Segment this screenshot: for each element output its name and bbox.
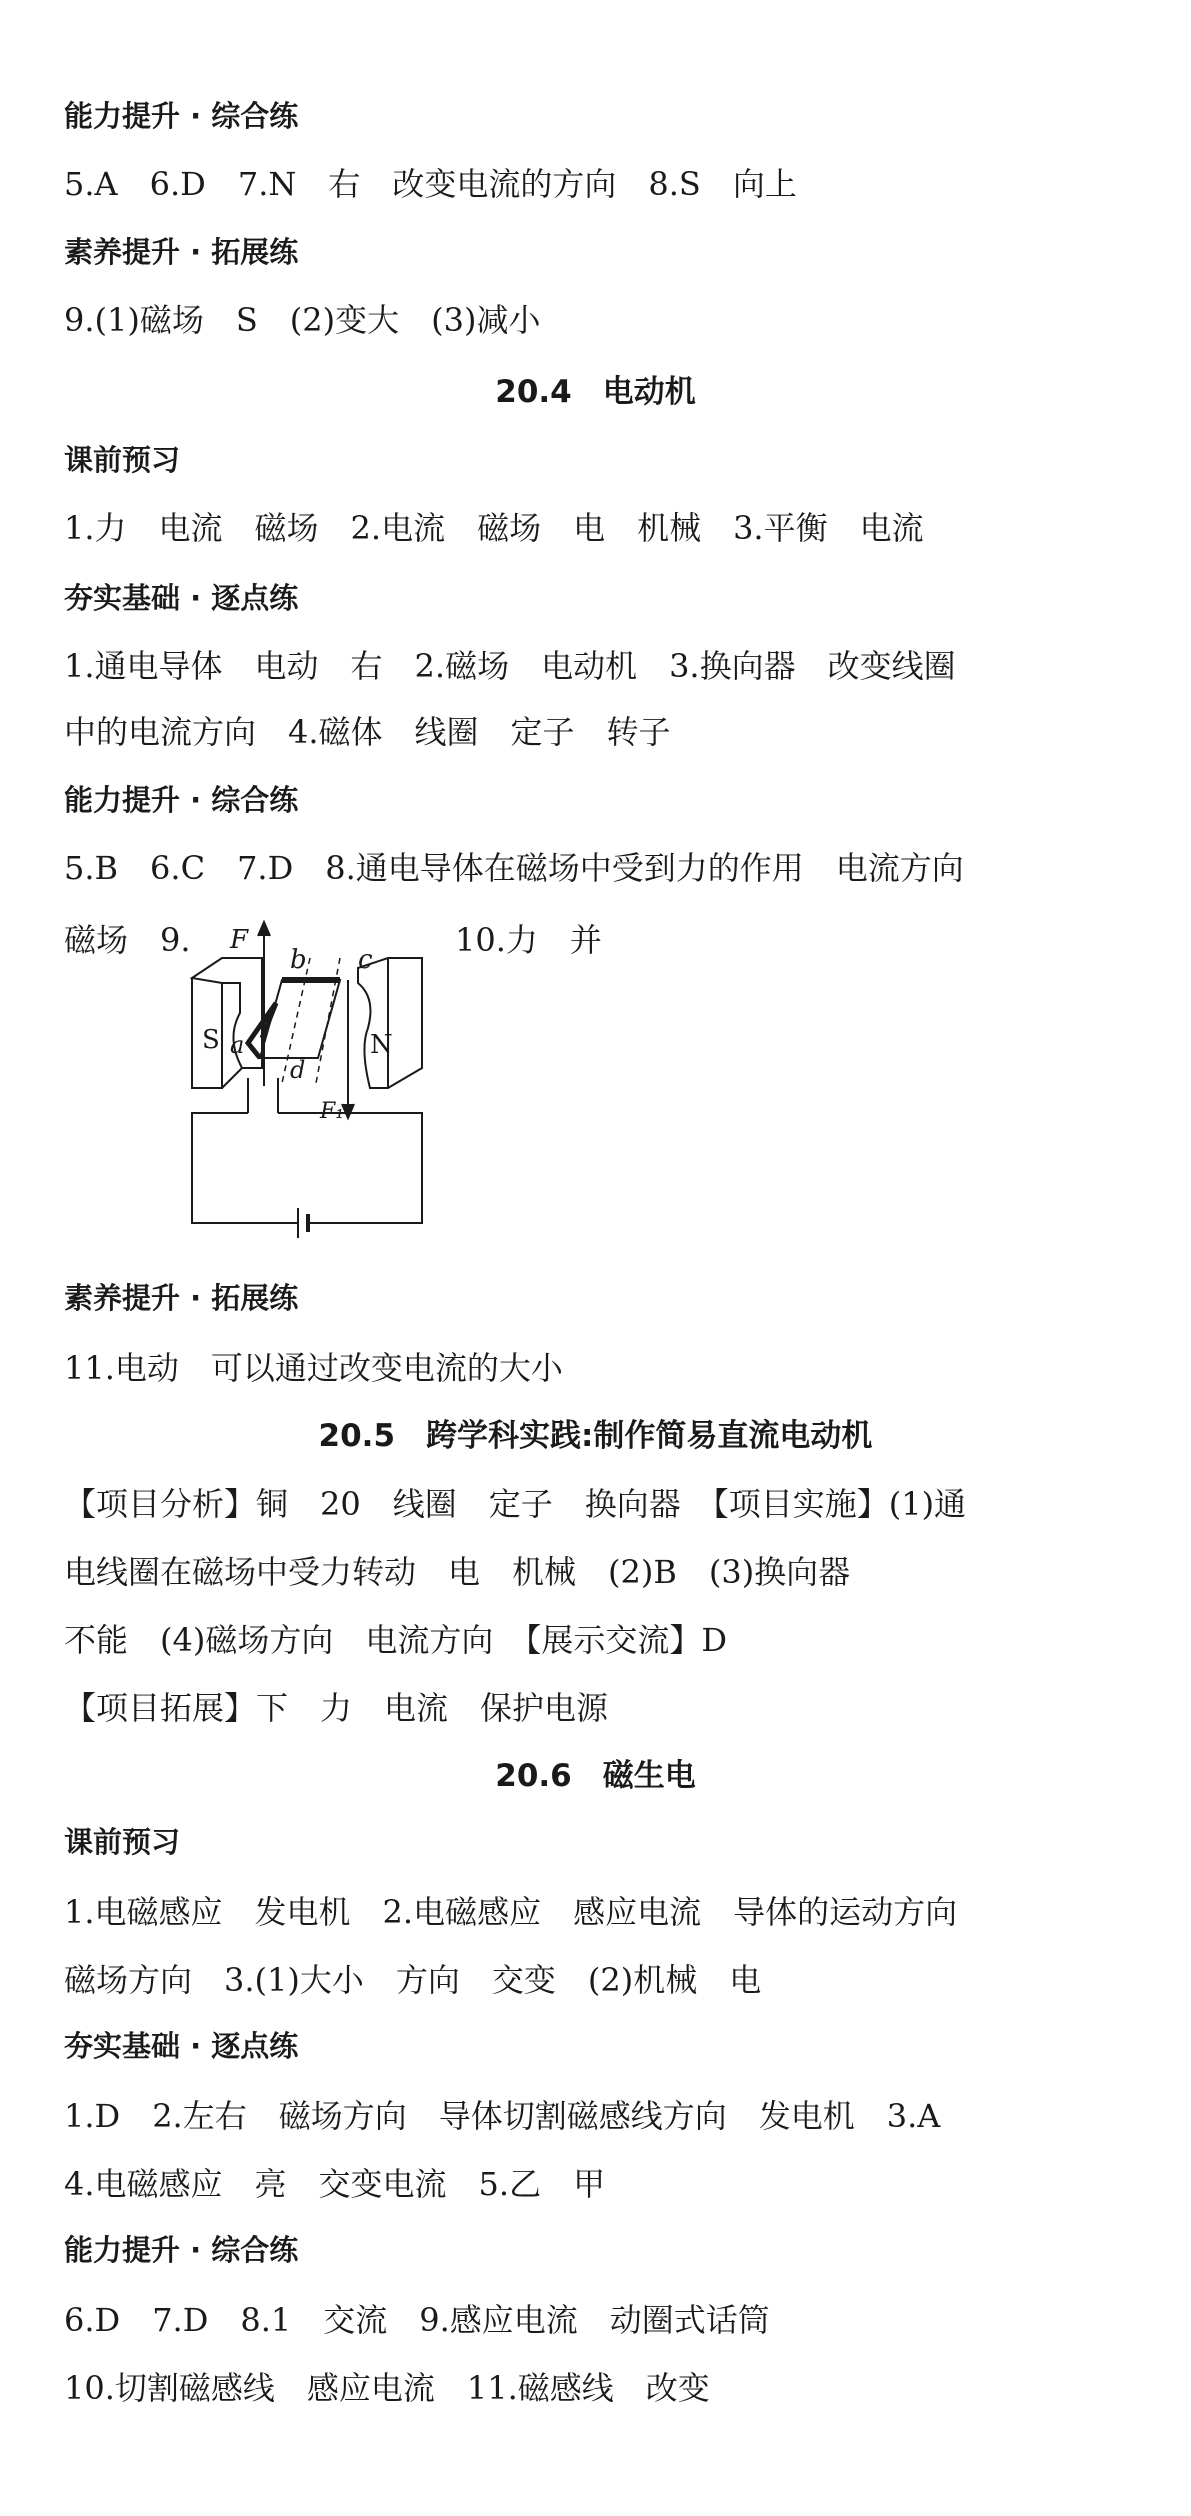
answer-line: 10.切割磁感线 感应电流 11.磁感线 改变 (64, 2369, 710, 2407)
chapter-title: 20.5 跨学科实践:制作简易直流电动机 (318, 1418, 873, 1454)
section-heading: 夯实基础 · 逐点练 (64, 581, 299, 615)
force-label-f1: F₁ (320, 1099, 345, 1124)
section-heading: 夯实基础 · 逐点练 (64, 2029, 299, 2063)
answer-line: 【项目分析】铜 20 线圈 定子 换向器 【项目实施】(1)通 (64, 1485, 967, 1523)
coil-label-b: b (290, 945, 307, 975)
magnet-pole-s: S (202, 1025, 220, 1055)
answer-line: 【项目拓展】下 力 电流 保护电源 (64, 1689, 609, 1727)
coil-label-c: c (358, 945, 373, 975)
answer-line: 1.力 电流 磁场 2.电流 磁场 电 机械 3.平衡 电流 (64, 509, 924, 547)
answer-line: 9.(1)磁场 S (2)变大 (3)减小 (64, 301, 541, 339)
answer-line: 4.电磁感应 亮 交变电流 5.乙 甲 (64, 2165, 606, 2203)
chapter-title: 20.4 电动机 (495, 374, 696, 410)
answer-line: 11.电动 可以通过改变电流的大小 (64, 1349, 563, 1387)
answer-line: 电线圈在磁场中受力转动 电 机械 (2)B (3)换向器 (64, 1553, 851, 1591)
magnet-pole-n: N (370, 1030, 393, 1060)
section-heading: 能力提升 · 综合练 (64, 783, 299, 817)
force-label: F (230, 925, 249, 955)
section-heading: 素养提升 · 拓展练 (64, 1281, 299, 1315)
answer-line: 10.力 并 (455, 921, 602, 959)
answer-line: 6.D 7.D 8.1 交流 9.感应电流 动圈式话筒 (64, 2301, 770, 2339)
answer-line: 1.通电导体 电动 右 2.磁场 电动机 3.换向器 改变线圈 (64, 647, 956, 685)
answer-line: 不能 (4)磁场方向 电流方向 【展示交流】D (64, 1621, 727, 1659)
answer-line: 1.电磁感应 发电机 2.电磁感应 感应电流 导体的运动方向 (64, 1893, 958, 1931)
answer-line: 5.B 6.C 7.D 8.通电导体在磁场中受到力的作用 电流方向 (64, 849, 964, 887)
section-heading: 能力提升 · 综合练 (64, 2233, 299, 2267)
motor-diagram (190, 918, 440, 1243)
coil-label-a: a (230, 1031, 245, 1059)
section-heading: 课前预习 (64, 1825, 181, 1859)
answer-line: 中的电流方向 4.磁体 线圈 定子 转子 (64, 713, 671, 751)
answer-line: 1.D 2.左右 磁场方向 导体切割磁感线方向 发电机 3.A (64, 2097, 941, 2135)
answer-line: 5.A 6.D 7.N 右 改变电流的方向 8.S 向上 (64, 165, 797, 203)
section-heading: 能力提升 · 综合练 (64, 99, 299, 133)
section-heading: 课前预习 (64, 443, 181, 477)
chapter-title: 20.6 磁生电 (495, 1758, 696, 1794)
answer-line: 磁场 9. (64, 921, 191, 959)
coil-label-d: d (290, 1056, 306, 1084)
section-heading: 素养提升 · 拓展练 (64, 235, 299, 269)
answer-line: 磁场方向 3.(1)大小 方向 交变 (2)机械 电 (64, 1961, 762, 1999)
